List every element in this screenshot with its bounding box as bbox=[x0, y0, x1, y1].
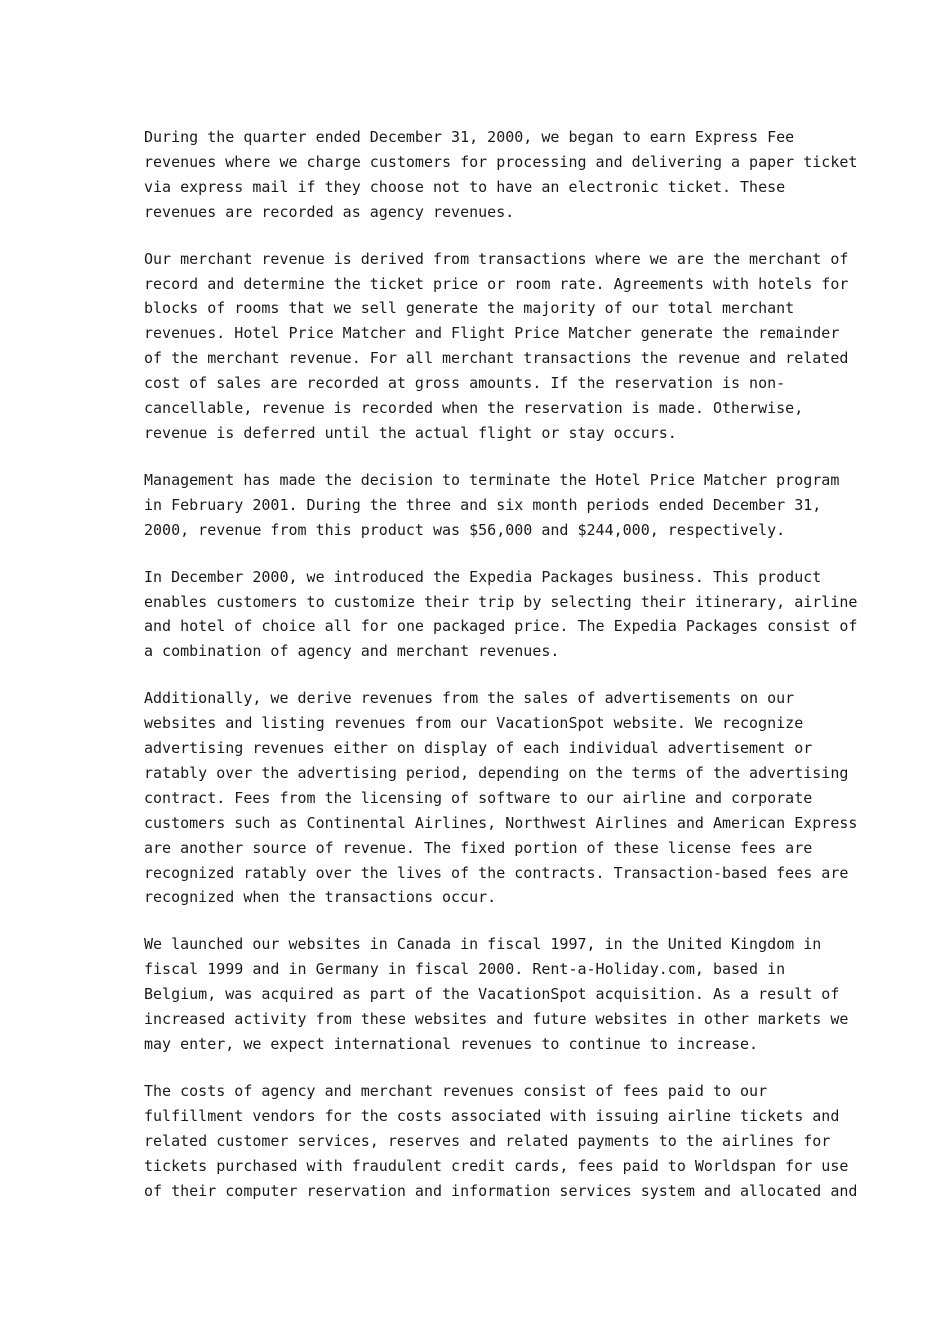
text-line: related customer services, reserves and related payments to the airlines for bbox=[144, 1131, 831, 1150]
text-line: Additionally, we derive revenues from the sales of advertisements on our bbox=[144, 689, 795, 708]
text-line: advertising revenues either on display of each individual advertisement or bbox=[144, 739, 813, 758]
text-line: ratably over the advertising period, depending on the terms of the advertising bbox=[144, 763, 849, 782]
paragraph bbox=[144, 247, 849, 446]
text-line: via express mail if they choose not to have an electronic ticket. These bbox=[144, 177, 786, 196]
text-line: fiscal 1999 and in Germany in fiscal 2000. Rent-a-Holiday.com, based in bbox=[144, 960, 786, 979]
text-line: revenue is deferred until the actual flight or stay occurs. bbox=[144, 423, 677, 442]
paragraph bbox=[144, 125, 858, 225]
text-line: recognized when the transactions occur. bbox=[144, 888, 497, 907]
text-line: recognized ratably over the lives of the contracts. Transaction-based fees are bbox=[144, 863, 849, 882]
text-line: 2000, revenue from this product was $56,000 and $244,000, respectively. bbox=[144, 520, 786, 539]
text-line: a combination of agency and merchant revenues. bbox=[144, 642, 560, 661]
text-line: The costs of agency and merchant revenues consist of fees paid to our bbox=[144, 1081, 768, 1100]
text-line: In December 2000, we introduced the Expedia Packages business. This product bbox=[144, 567, 822, 586]
text-line: contract. Fees from the licensing of software to our airline and corporate bbox=[144, 788, 813, 807]
text-line: customers such as Continental Airlines, Northwest Airlines and American Express bbox=[144, 813, 858, 832]
text-line: and hotel of choice all for one packaged price. The Expedia Packages consist of bbox=[144, 617, 858, 636]
text-line: increased activity from these websites and future websites in other markets we bbox=[144, 1010, 849, 1029]
text-line: in February 2001. During the three and six month periods ended December 31, bbox=[144, 495, 822, 514]
text-line: Management has made the decision to terminate the Hotel Price Matcher program bbox=[144, 470, 840, 489]
text-line: websites and listing revenues from our VacationSpot website. We recognize bbox=[144, 714, 804, 733]
paragraph bbox=[144, 1079, 858, 1204]
text-line: of their computer reservation and information services system and allocated and bbox=[144, 1181, 858, 1200]
text-line: revenues are recorded as agency revenues. bbox=[144, 202, 515, 221]
text-line: blocks of rooms that we sell generate the majority of our total merchant bbox=[144, 299, 795, 318]
text-line: Our merchant revenue is derived from transactions where we are the merchant of bbox=[144, 249, 849, 268]
text-line: tickets purchased with fraudulent credit cards, fees paid to Worldspan for use bbox=[144, 1156, 849, 1175]
paragraph bbox=[144, 932, 849, 1057]
text-line: may enter, we expect international revenues to continue to increase. bbox=[144, 1035, 759, 1053]
paragraph bbox=[144, 565, 858, 665]
text-line: cost of sales are recorded at gross amounts. If the reservation is non- bbox=[144, 374, 786, 393]
text-line: cancellable, revenue is recorded when the reservation is made. Otherwise, bbox=[144, 399, 804, 418]
text-line: record and determine the ticket price or room rate. Agreements with hotels for bbox=[144, 274, 849, 293]
text-line: We launched our websites in Canada in fiscal 1997, in the United Kingdom in bbox=[144, 935, 822, 954]
text-line: are another source of revenue. The fixed portion of these license fees are bbox=[144, 838, 813, 857]
text-line: fulfillment vendors for the costs associated with issuing airline tickets and bbox=[144, 1106, 840, 1125]
paragraph bbox=[144, 468, 844, 543]
text-line: of the merchant revenue. For all merchant transactions the revenue and related bbox=[144, 349, 849, 368]
text-line: revenues where we charge customers for processing and delivering a paper ticket bbox=[144, 152, 858, 171]
text-line: revenues. Hotel Price Matcher and Flight Price Matcher generate the remainder bbox=[144, 324, 840, 343]
document-page bbox=[144, 125, 858, 1225]
text-line: Belgium, was acquired as part of the VacationSpot acquisition. As a result of bbox=[144, 985, 840, 1004]
paragraph bbox=[144, 686, 858, 910]
text-line: enables customers to customize their trip by selecting their itinerary, airline bbox=[144, 592, 858, 611]
text-line: During the quarter ended December 31, 2000, we began to earn Express Fee bbox=[144, 128, 795, 146]
